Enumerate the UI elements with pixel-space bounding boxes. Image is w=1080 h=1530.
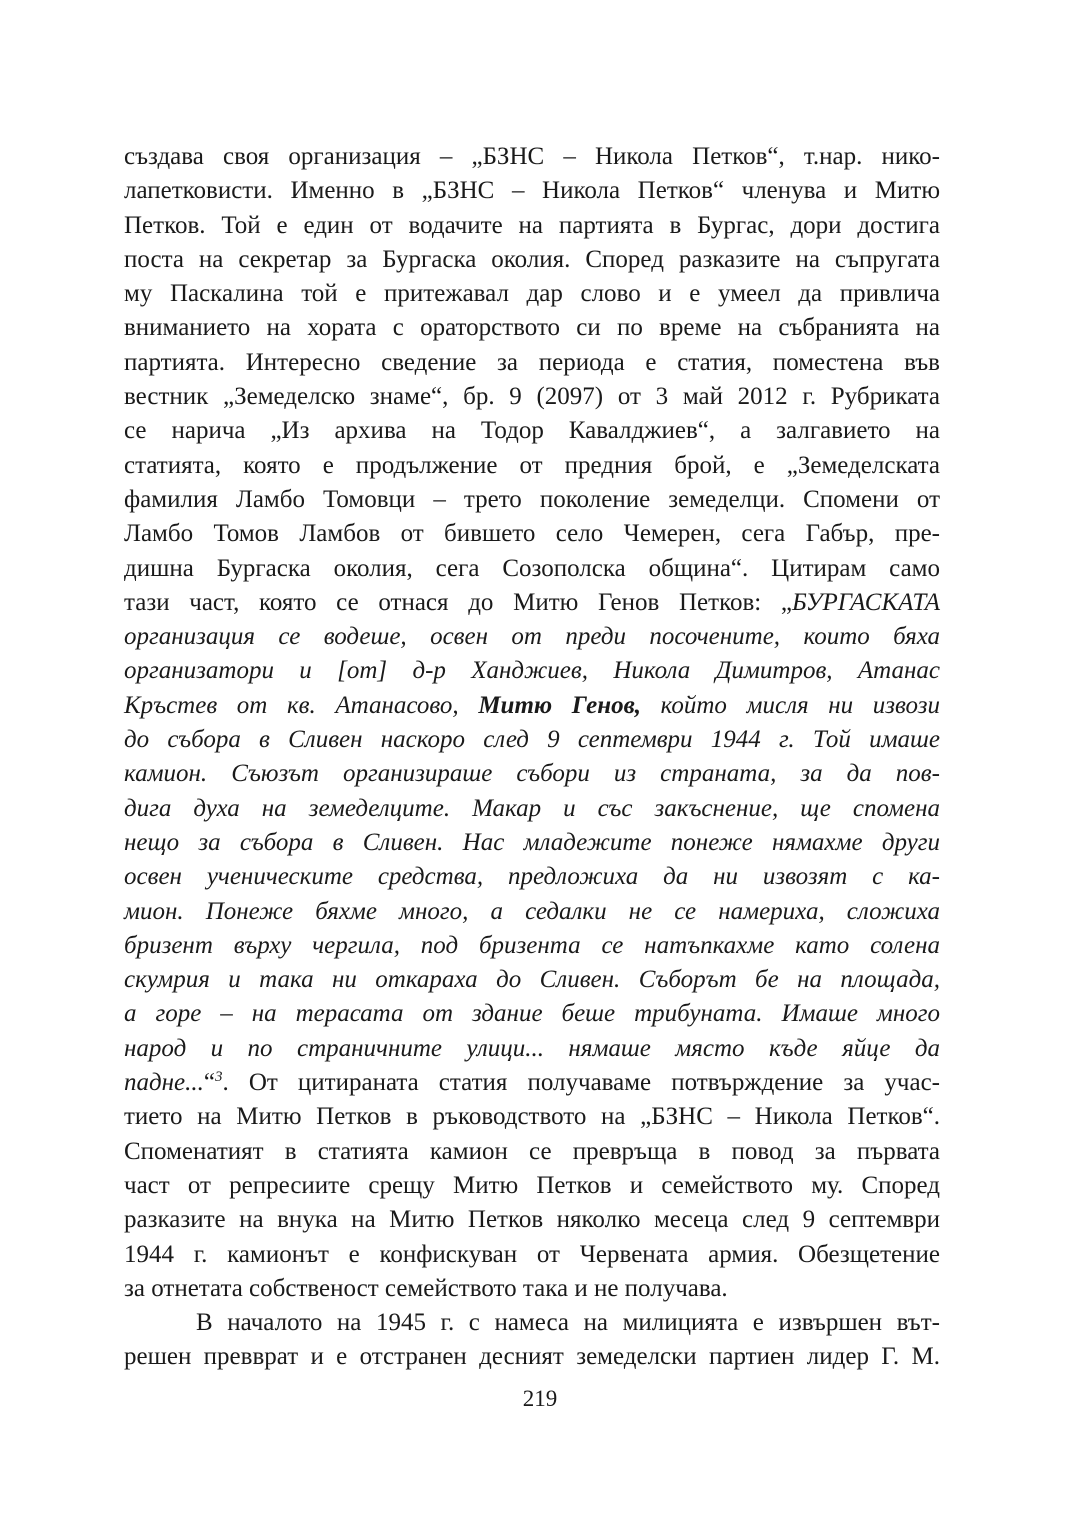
bold-italic-text: Митю Генов, [478,691,642,719]
italic-quote-text: освен ученическите средства, предложиха да ни извозят с ка- [124,863,940,891]
text-run: се нарича „Из архива на Тодор Кавалджиев“, а залгавието на [124,417,940,445]
text-line [124,1032,940,1066]
text-line [124,860,940,894]
text-line [124,1340,940,1374]
text-run: . От цитираната статия получаваме потвърждение за учас- [222,1069,940,1097]
italic-quote-text: организатори и [от] д-р Ханджиев, Никола Димитров, Атанас [124,657,940,685]
text-line [124,1100,940,1134]
text-run: Ламбо Томов Ламбов от бившето село Чемерен, сега Габър, пре- [124,520,940,548]
italic-quote-text: скумрия и така ни откараха до Сливен. Съборът бе на площада, [124,966,940,994]
italic-quote-text: БУРГАСКАТА [791,588,940,616]
text-run: В началото на 1945 г. с намеса на милицията е извършен вът- [196,1309,940,1337]
text-line [124,209,940,243]
italic-quote-text: народ и по страничните улици... нямаше място къде яйце да [124,1034,940,1062]
text-run: му Паскалина той е притежавал дар слово и е умеел да привлича [124,280,940,308]
text-line [124,174,940,208]
italic-quote-text: мион. Понеже бяхме много, а седалки не се намериха, сложиха [124,897,940,925]
text-line [124,1169,940,1203]
text-run: тази част, която се отнася до Митю Генов Петков: „ [124,588,792,616]
italic-quote-text: камион. Съюзът организираше събори из страната, за да пов- [124,760,940,788]
text-line [124,654,940,688]
text-run: Петков. Той е един от водачите на партията в Бургас, дори достига [124,211,940,239]
italic-quote-text: организация се водеше, освен от преди посочените, които бяха [124,623,940,651]
text-run: част от репресиите срещу Митю Петков и семейството му. Според [124,1171,940,1199]
text-run: създава своя организация – „БЗНС – Никола Петков“, т.нар. нико- [124,143,940,170]
text-line [124,346,940,380]
italic-quote-text: дига духа на земеделците. Макар и със закъснение, ще спомена [124,794,940,822]
text-line [124,483,940,517]
text-line [124,449,940,483]
text-line [124,826,940,860]
text-run: решен превврат и е отстранен десният земеделски партиен лидер Г. М. [124,1343,940,1371]
text-line [124,1238,940,1272]
text-line [124,380,940,414]
body-text [124,140,940,1375]
text-line [124,723,940,757]
text-run: “ [203,1069,216,1097]
text-line [124,895,940,929]
text-run: тието на Митю Петков в ръководството на „БЗНС – Никола Петков“. [124,1103,940,1131]
text-line [124,140,940,174]
text-line [124,929,940,963]
italic-quote-text: Кръстев от кв. Атанасово, [124,691,479,719]
italic-quote-text: нещо за събора в Сливен. Нас младежите понеже нямахме други [124,828,940,856]
text-run: вестник „Земеделско знаме“, бр. 9 (2097) от 3 май 2012 г. Рубриката [124,383,940,411]
text-line [124,792,940,826]
text-line [124,620,940,654]
text-run: дишна Бургаска околия, сега Созополска община“. Цитирам само [124,554,940,582]
text-line [124,311,940,345]
text-line [124,586,940,620]
text-run: 1944 г. камионът е конфискуван от Червената армия. Обезщетение [124,1240,940,1268]
text-run: статията, която е продължение от предния брой, е „Земеделската [124,451,940,479]
italic-quote-text: а горе – на терасата от здание беше трибуната. Имаше много [124,1000,940,1028]
text-line [124,963,940,997]
text-run: вниманието на хората с ораторството си по време на събранията на [124,314,940,342]
text-line [124,997,940,1031]
italic-quote-text: който мисля ни извози [641,691,940,719]
text-line [124,1306,940,1340]
text-line [124,1272,940,1306]
text-run: разказите на внука на Митю Петков няколко месеца след 9 септември [124,1206,940,1234]
text-line [124,414,940,448]
page-number: 219 [522,1386,558,1411]
text-line [124,689,940,723]
text-run: лапетковисти. Именно в „БЗНС – Никола Петков“ членува и Митю [124,177,940,205]
italic-quote-text: падне... [124,1069,204,1097]
text-run: Споменатият в статията камион се превръща в повод за първата [124,1137,940,1165]
text-line [124,552,940,586]
footnote-marker: 3 [215,1069,223,1086]
text-line [124,517,940,551]
text-run: партията. Интересно сведение за периода е статия, поместена във [124,348,940,376]
text-line [124,1135,940,1169]
text-run: за отнетата собственост семейството така и не получава. [124,1274,728,1302]
italic-quote-text: бризент върху чергила, под бризента се натъпкахме като солена [124,931,940,959]
text-line [124,1203,940,1237]
text-run: фамилия Ламбо Томовци – трето поколение земеделци. Спомени от [124,485,940,513]
italic-quote-text: до събора в Сливен наскоро след 9 септември 1944 г. Той имаше [124,726,940,754]
text-line [124,757,940,791]
text-run: поста на секретар за Бургаска околия. Според разказите на съпругата [124,245,940,273]
text-line [124,277,940,311]
text-line [124,1066,940,1100]
text-line [124,243,940,277]
